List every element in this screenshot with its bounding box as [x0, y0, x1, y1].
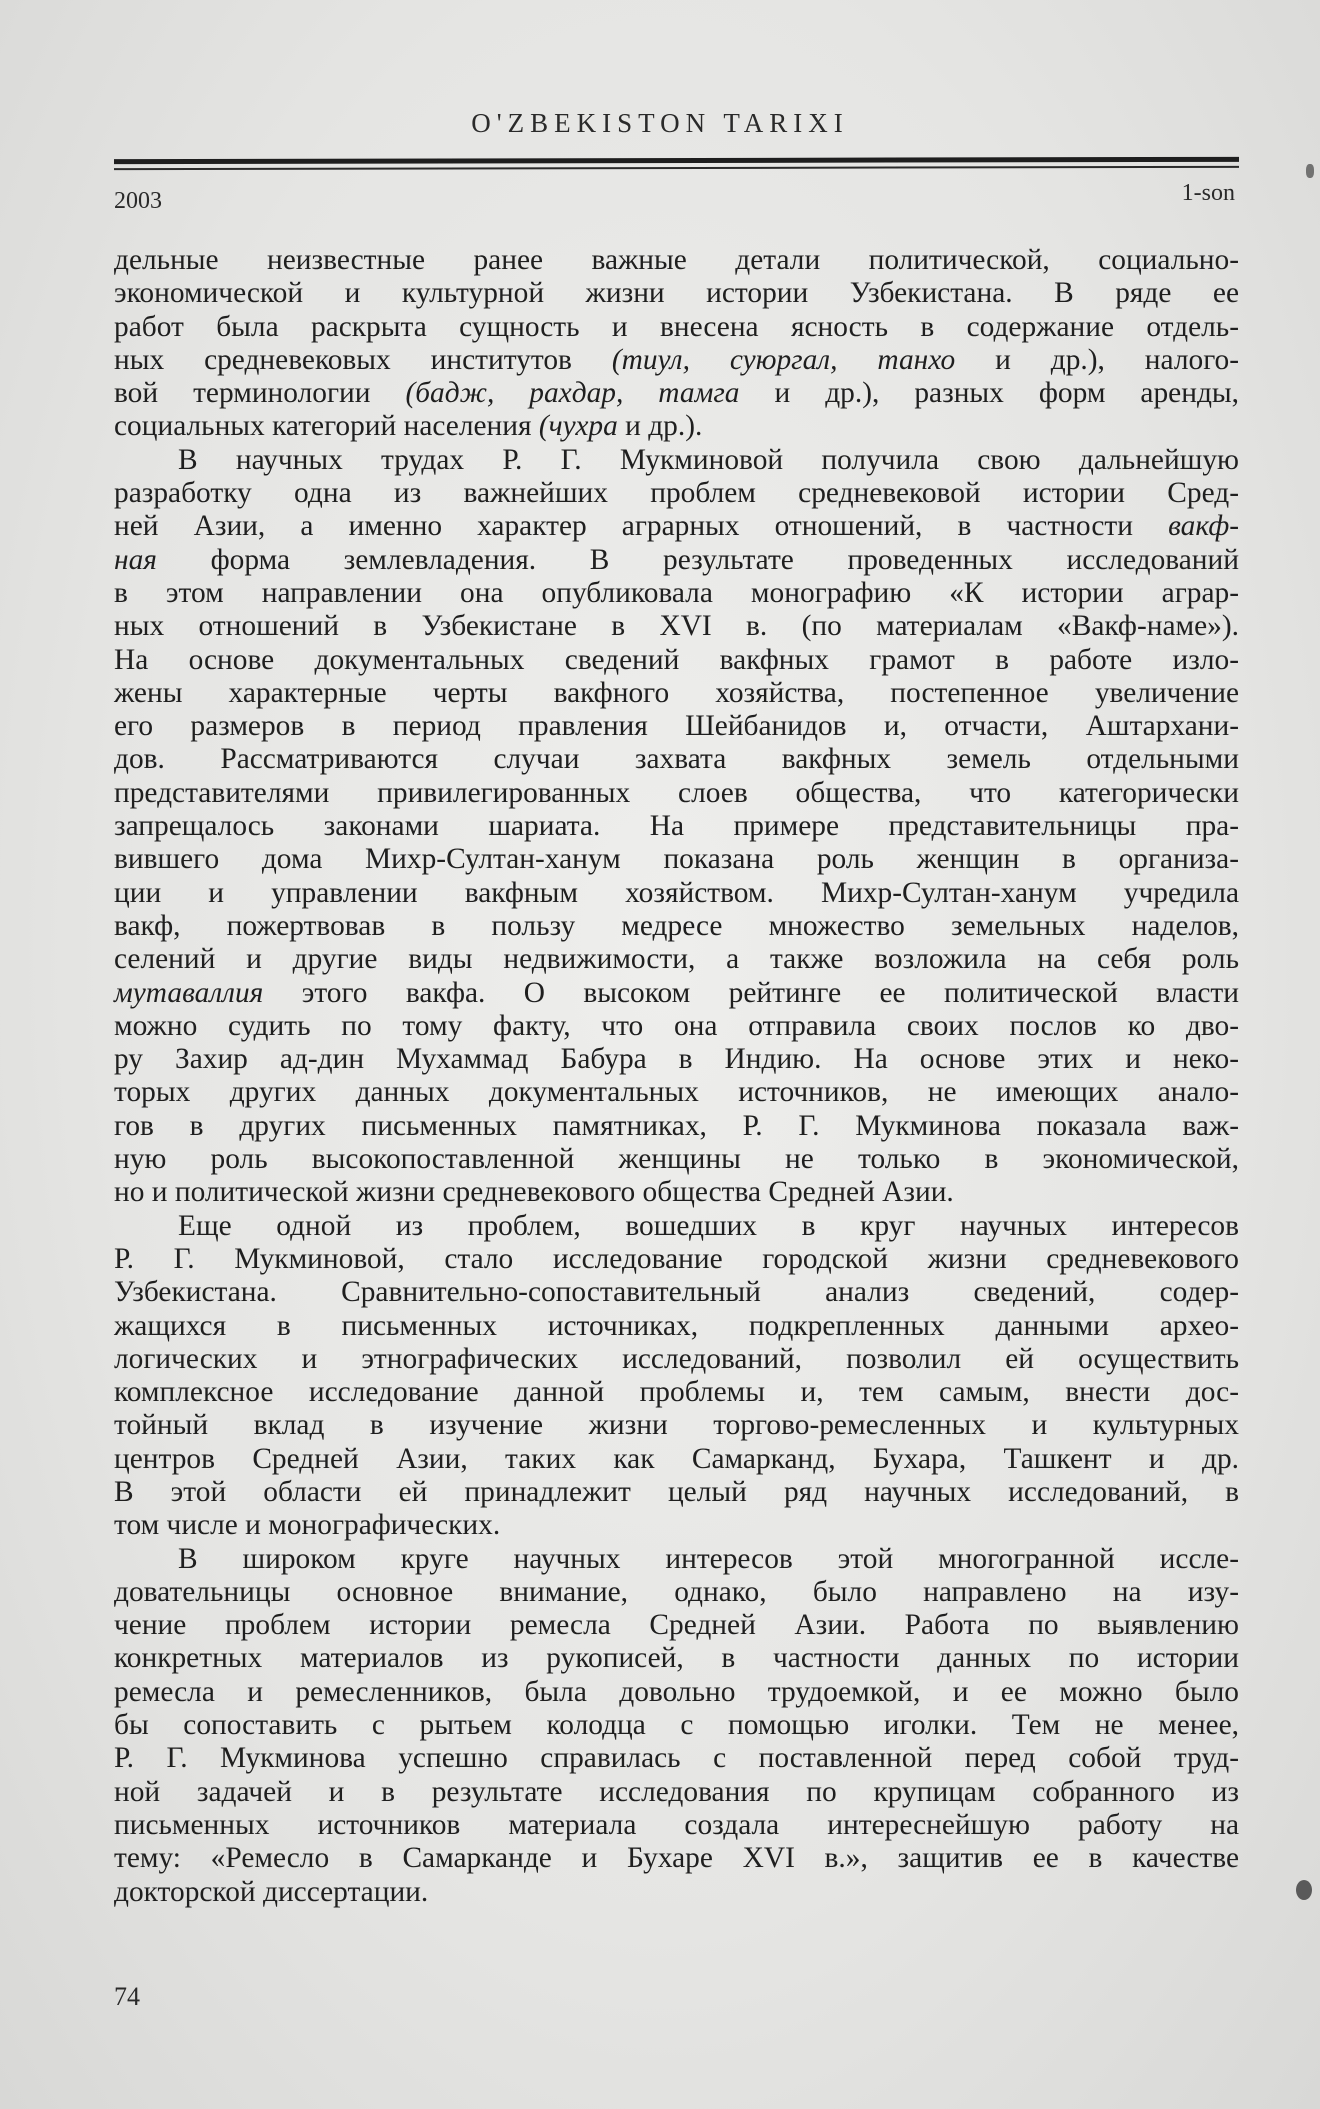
text-line: представителями привилегированных слоев общества, что категорически: [114, 776, 1239, 809]
text-line: На основе документальных сведений вакфных грамот в работе изло-: [114, 643, 1239, 676]
text-line: вакф, пожертвовав в пользу медресе множество земельных наделов,: [114, 909, 1239, 942]
text-line: можно судить по тому факту, что она отправила своих послов ко дво-: [114, 1009, 1239, 1042]
text-line: логических и этнографических исследований, позволил ей осуществить: [114, 1342, 1239, 1375]
text-line: том числе и монографических.: [114, 1509, 501, 1542]
text-line: ции и управлении вакфным хозяйством. Михр-Султан-ханум учредила: [114, 876, 1239, 909]
text-line: конкретных материалов из рукописей, в частности данных по истории: [114, 1642, 1239, 1675]
text-line: ную роль высокопоставленной женщины не только в экономической,: [114, 1143, 1239, 1176]
page-number: 74: [114, 1982, 140, 2011]
text-line: его размеров в период правления Шейбанидов и, отчасти, Аштархани-: [114, 710, 1239, 743]
article-body: [114, 244, 1239, 1909]
text-line: письменных источников материала создала интереснейшую работу на: [114, 1808, 1239, 1841]
paragraph: [114, 1543, 1239, 1909]
binder-clip-mark: [1296, 1880, 1312, 1900]
text-line: жащихся в письменных источниках, подкрепленных данными архео-: [114, 1309, 1239, 1342]
text-line: центров Средней Азии, таких как Самарканд, Бухара, Ташкент и др.: [114, 1442, 1239, 1475]
header-rule-thick: [114, 157, 1239, 164]
text-line: В этой области ей принадлежит целый ряд научных исследований, в: [114, 1475, 1239, 1508]
text-line: гов в других письменных памятниках, Р. Г. Мукминова показала важ-: [114, 1109, 1239, 1142]
text-line: жены характерные черты вакфного хозяйства, постепенное увеличение: [114, 676, 1239, 709]
text-line: В научных трудах Р. Г. Мукминовой получила свою дальнейшую: [178, 443, 1239, 476]
text-line: разработку одна из важнейших проблем средневековой истории Сред-: [114, 477, 1239, 510]
text-line: докторской диссертации.: [114, 1875, 429, 1908]
text-line: В широком круге научных интересов этой многогранной иссле-: [178, 1542, 1239, 1575]
text-line: ной задачей и в результате исследования по крупицам собранного из: [114, 1775, 1239, 1808]
text-line: дов. Рассматриваются случаи захвата вакфных земель отдельными: [114, 743, 1239, 776]
text-line: дельные неизвестные ранее важные детали политической, социально-: [114, 244, 1239, 276]
text-line: довательницы основное внимание, однако, было направлено на изу-: [114, 1575, 1239, 1608]
text-line: Еще одной из проблем, вошедших в круг научных интересов: [178, 1209, 1239, 1242]
text-line: но и политической жизни средневекового общества Средней Азии.: [114, 1176, 954, 1209]
text-line: комплексное исследование данной проблемы и, тем самым, внести дос-: [114, 1376, 1239, 1409]
text-line: торых других данных документальных источников, не имеющих анало-: [114, 1076, 1239, 1109]
text-line: ных отношений в Узбекистане в XVI в. (по материалам «Вакф-наме»).: [114, 610, 1239, 643]
text-line: вившего дома Михр-Султан-ханум показана роль женщин в организа-: [114, 843, 1239, 876]
paragraph: [114, 1210, 1239, 1543]
text-line: работ была раскрыта сущность и внесена ясность в содержание отдель-: [114, 310, 1239, 343]
text-line: экономической и культурной жизни истории Узбекистана. В ряде ее: [114, 277, 1239, 310]
binder-clip-mark: [1306, 164, 1314, 178]
text-line: тему: «Ремесло в Самарканде и Бухаре XVI в.», защитив ее в качестве: [114, 1842, 1239, 1875]
issue-year: 2003: [114, 188, 162, 214]
text-line: ремесла и ремесленников, была довольно трудоемкой, и ее можно было: [114, 1675, 1239, 1708]
journal-title: O'ZBEKISTON TARIXI: [471, 108, 849, 138]
text-line: Узбекистана. Сравнительно-сопоставительный анализ сведений, содер-: [114, 1276, 1239, 1309]
issue-number: 1-son: [1181, 180, 1235, 206]
text-line: Р. Г. Мукминова успешно справилась с поставленной перед собой труд-: [114, 1742, 1239, 1775]
text-line: селений и другие виды недвижимости, а также возложила на себя роль: [114, 943, 1239, 976]
text-line: ней Азии, а именно характер аграрных отношений, в частности вакф-: [114, 510, 1239, 543]
text-line: ру Захир ад-дин Мухаммад Бабура в Индию. На основе этих и неко-: [114, 1043, 1239, 1076]
text-line: социальных категорий населения (чухра и др.).: [114, 410, 703, 443]
text-line: в этом направлении она опубликовала монографию «К истории аграр-: [114, 576, 1239, 609]
text-line: ная форма землевладения. В результате проведенных исследований: [114, 543, 1239, 576]
text-line: ных средневековых институтов (тиул, суюргал, танхо и др.), налого-: [114, 343, 1240, 376]
paragraph: [114, 444, 1239, 1210]
text-line: бы сопоставить с рытьем колодца с помощью иголки. Тем не менее,: [114, 1709, 1239, 1742]
text-line: запрещалось законами шариата. На примере представительницы пра-: [114, 810, 1239, 843]
paragraph: [114, 244, 1239, 444]
text-line: чение проблем истории ремесла Средней Азии. Работа по выявлению: [114, 1609, 1239, 1642]
text-line: вой терминологии (бадж, рахдар, тамга и др.), разных форм аренды,: [114, 377, 1239, 410]
header-rule-thin: [114, 166, 1239, 170]
text-line: тойный вклад в изучение жизни торгово-ремесленных и культурных: [114, 1409, 1239, 1442]
text-line: Р. Г. Мукминовой, стало исследование городской жизни средневекового: [114, 1242, 1239, 1275]
text-line: мутаваллия этого вакфа. О высоком рейтинге ее политической власти: [114, 976, 1239, 1009]
